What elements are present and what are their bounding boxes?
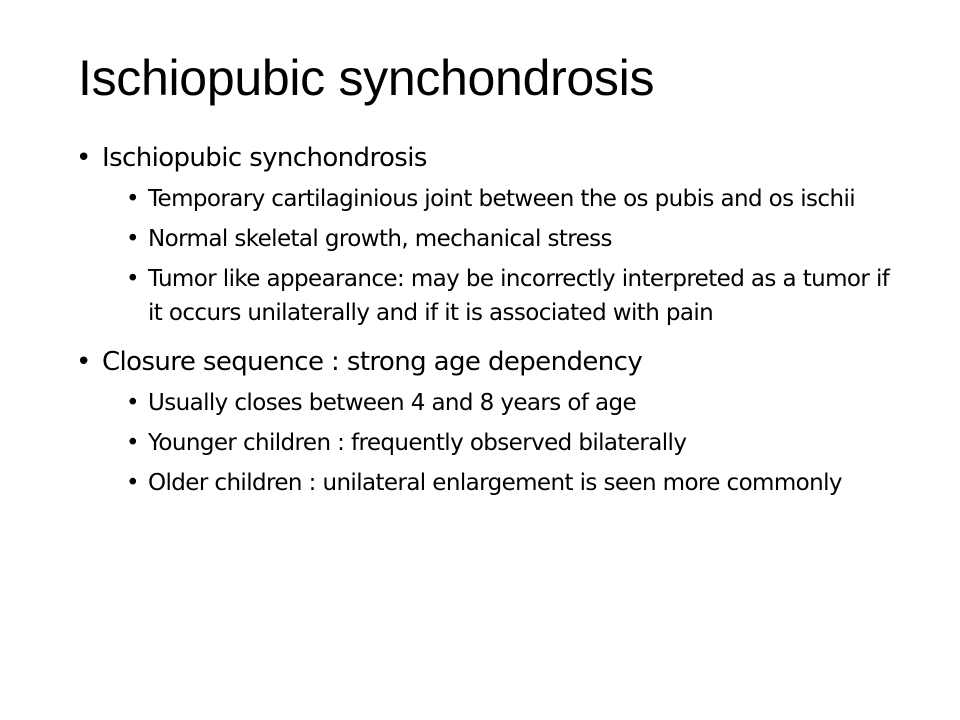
slide-title: Ischiopubic synchondrosis: [78, 50, 655, 106]
sub-bullet-item: [126, 426, 896, 460]
sub-bullet-text: Older children : unilateral enlargement is seen more commonly: [148, 470, 842, 496]
slide-body: [76, 138, 896, 500]
sub-bullet-text: Younger children : frequently observed bilaterally: [148, 430, 687, 456]
bullet-dot-icon: •: [126, 186, 139, 212]
section-anatomy: [76, 138, 896, 330]
sub-bullet-text: Usually closes between 4 and 8 years of age: [148, 390, 637, 416]
bullet-dot-icon: •: [126, 226, 139, 252]
section-closure: [76, 342, 896, 500]
heading-text: Ischiopubic synchondrosis: [102, 143, 427, 173]
sub-bullet-item: [126, 466, 896, 500]
bullet-dot-icon: •: [76, 143, 91, 173]
bullet-dot-icon: •: [126, 266, 139, 292]
bullet-heading-2: [76, 342, 896, 382]
sub-bullet-item: [126, 222, 896, 256]
bullet-dot-icon: •: [126, 390, 139, 416]
bullet-heading-1: [76, 138, 896, 178]
heading-text: Closure sequence : strong age dependency: [102, 347, 643, 377]
bullet-dot-icon: •: [76, 347, 91, 377]
sub-bullet-text: Temporary cartilaginious joint between the os pubis and os ischii: [148, 186, 856, 212]
sub-bullet-text: Tumor like appearance: may be incorrectly interpreted as a tumor if it occurs unilaterally and if it is associated with pain: [148, 266, 890, 326]
sub-bullet-list: [76, 386, 896, 500]
bullet-dot-icon: •: [126, 430, 139, 456]
sub-bullet-list: [76, 182, 896, 330]
sub-bullet-item: [126, 262, 896, 330]
sub-bullet-item: [126, 386, 896, 420]
sub-bullet-item: [126, 182, 896, 216]
sub-bullet-text: Normal skeletal growth, mechanical stress: [148, 226, 612, 252]
bullet-dot-icon: •: [126, 470, 139, 496]
